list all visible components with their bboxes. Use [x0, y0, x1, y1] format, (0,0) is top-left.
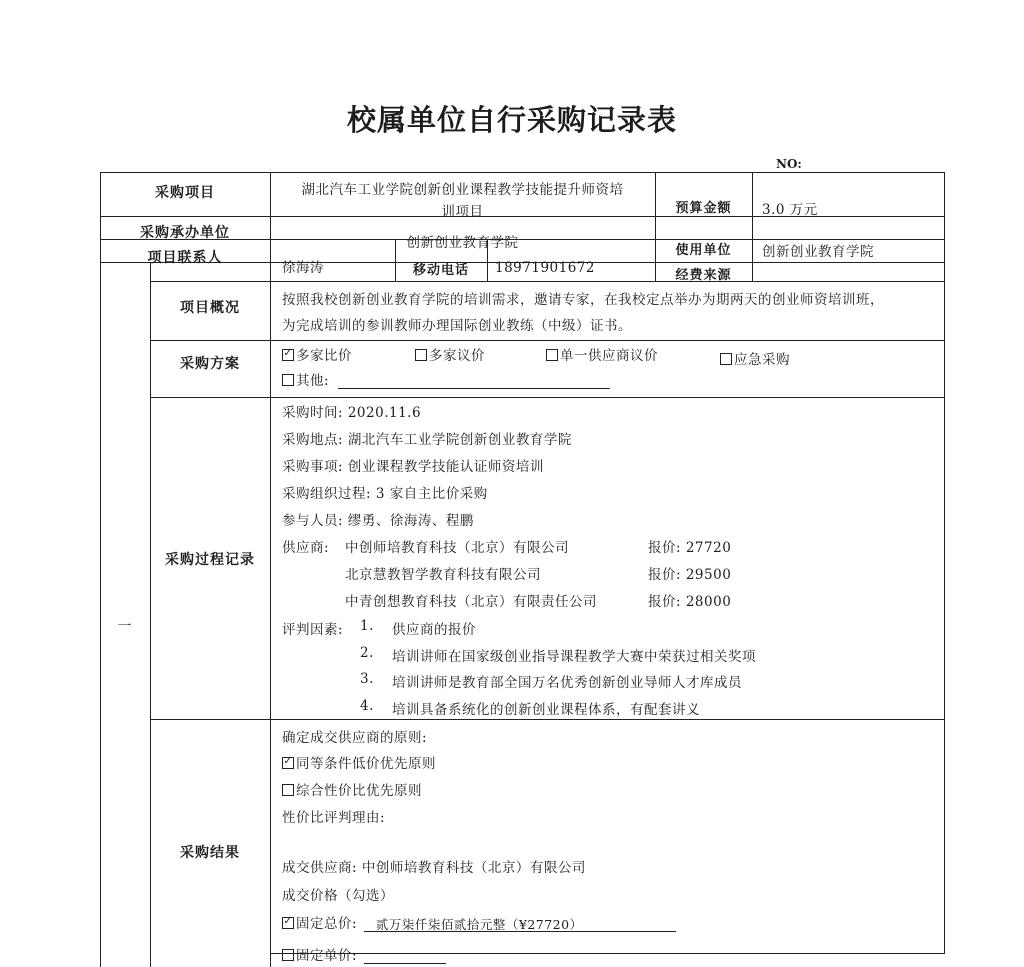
- process-participants: 参与人员: 缪勇、徐海涛、程鹏: [282, 513, 474, 529]
- principle-label: 确定成交供应商的原则:: [282, 730, 428, 746]
- undertaking-unit-label: 采购承办单位: [140, 225, 230, 241]
- project-name-line1: 湖北汽车工业学院创新创业课程教学技能提升师资培: [301, 182, 624, 198]
- col-divider: [752, 172, 753, 281]
- plan-option-label: 应急采购: [734, 352, 790, 368]
- fixed-unit-field[interactable]: [364, 949, 446, 964]
- supplier-quote: 报价: 27720: [648, 540, 732, 556]
- suppliers-label: 供应商:: [282, 540, 330, 556]
- process-time: 采购时间: 2020.11.6: [282, 405, 422, 421]
- table-border-right: [944, 172, 945, 953]
- checkbox-checked-icon[interactable]: [282, 917, 294, 929]
- result-label: 采购结果: [180, 845, 240, 861]
- overview-label: 项目概况: [180, 300, 240, 316]
- contact-label: 项目联系人: [147, 250, 223, 266]
- document-number-label: NO:: [776, 157, 802, 171]
- plan-label: 采购方案: [180, 356, 240, 372]
- plan-option-multi-negotiate[interactable]: [415, 344, 485, 364]
- plan-option-other[interactable]: [282, 369, 610, 389]
- factor-text: 培训具备系统化的创新创业课程体系，有配套讲义: [392, 702, 700, 718]
- factor-number: 2.: [360, 645, 374, 661]
- fixed-unit-price[interactable]: [282, 944, 446, 964]
- funding-source-label: 经费来源: [675, 268, 732, 283]
- factor-number: 1.: [360, 618, 374, 634]
- project-name-line2: 训项目: [441, 204, 484, 220]
- project-label: 采购项目: [155, 185, 215, 201]
- factor-number: 3.: [360, 671, 374, 687]
- fixed-total-field[interactable]: [364, 915, 676, 932]
- process-label: 采购过程记录: [165, 552, 255, 568]
- checkbox-icon[interactable]: [720, 353, 732, 365]
- supplier-name: 中创师培教育科技（北京）有限公司: [345, 540, 569, 556]
- principle-low-price[interactable]: [282, 752, 436, 772]
- price-label: 成交价格（勾选）: [282, 888, 394, 904]
- principle-cost-performance[interactable]: [282, 779, 422, 799]
- col-divider: [270, 172, 271, 967]
- budget-label: 预算金额: [675, 201, 732, 216]
- contact-value: 徐海涛: [282, 260, 324, 276]
- supplier-name: 中青创想教育科技（北京）有限责任公司: [345, 594, 597, 610]
- supplier-quote: 报价: 29500: [648, 567, 732, 583]
- factor-text: 培训讲师在国家级创业指导课程教学大赛中荣获过相关奖项: [392, 649, 756, 665]
- checkbox-icon[interactable]: [282, 784, 294, 796]
- using-unit-label: 使用单位: [675, 243, 732, 258]
- principle-option-label: 同等条件低价优先原则: [296, 756, 436, 772]
- checkbox-icon[interactable]: [282, 374, 294, 386]
- factor-number: 4.: [360, 698, 374, 714]
- checkbox-icon[interactable]: [415, 349, 427, 361]
- supplier-name: 北京慧教智学教育科技有限公司: [345, 567, 541, 583]
- document-title: 校属单位自行采购记录表: [346, 103, 677, 137]
- supplier-quote: 报价: 28000: [648, 594, 732, 610]
- section-index: 一: [117, 619, 133, 635]
- fixed-total-value: 贰万柒仟柒佰贰拾元整（¥27720）: [375, 917, 583, 932]
- undertaking-unit-value: 创新创业教育学院: [406, 235, 519, 251]
- process-organization: 采购组织过程: 3 家自主比价采购: [282, 486, 488, 502]
- plan-option-single-source[interactable]: [546, 344, 658, 364]
- phone-value: 18971901672: [495, 260, 595, 276]
- overview-line2: 为完成培训的参训教师办理国际创业教练（中级）证书。: [282, 318, 632, 334]
- factor-text: 培训讲师是教育部全国万名优秀创新创业导师人才库成员: [392, 675, 742, 691]
- checkbox-icon[interactable]: [282, 949, 294, 961]
- factor-text: 供应商的报价: [392, 622, 476, 638]
- table-border-top: [100, 172, 945, 173]
- overview-line1: 按照我校创新创业教育学院的培训需求，邀请专家，在我校定点举办为期两天的创业师资培训班，: [282, 292, 884, 308]
- plan-option-emergency[interactable]: [720, 348, 790, 368]
- budget-value: 3.0 万元: [762, 202, 818, 218]
- fixed-total-price[interactable]: [282, 912, 676, 932]
- checkbox-checked-icon[interactable]: [282, 349, 294, 361]
- table-border-left: [100, 172, 101, 967]
- reason-label: 性价比评判理由:: [282, 810, 386, 826]
- factors-label: 评判因素:: [282, 622, 344, 638]
- winning-supplier: 成交供应商: 中创师培教育科技（北京）有限公司: [282, 860, 586, 876]
- using-unit-value: 创新创业教育学院: [762, 244, 874, 260]
- checkbox-icon[interactable]: [546, 349, 558, 361]
- fixed-unit-label: 固定单价:: [296, 948, 358, 964]
- plan-option-label: 其他:: [296, 373, 330, 389]
- other-blank-line[interactable]: [338, 374, 610, 389]
- plan-option-label: 多家议价: [429, 348, 485, 364]
- plan-option-label: 多家比价: [296, 348, 352, 364]
- fixed-total-label: 固定总价:: [296, 916, 358, 932]
- phone-label: 移动电话: [412, 263, 469, 278]
- process-item: 采购事项: 创业课程教学技能认证师资培训: [282, 459, 544, 475]
- plan-option-multi-compare[interactable]: [282, 344, 352, 364]
- process-place: 采购地点: 湖北汽车工业学院创新创业教育学院: [282, 432, 572, 448]
- principle-option-label: 综合性价比优先原则: [296, 783, 422, 799]
- plan-option-label: 单一供应商议价: [560, 348, 658, 364]
- checkbox-checked-icon[interactable]: [282, 757, 294, 769]
